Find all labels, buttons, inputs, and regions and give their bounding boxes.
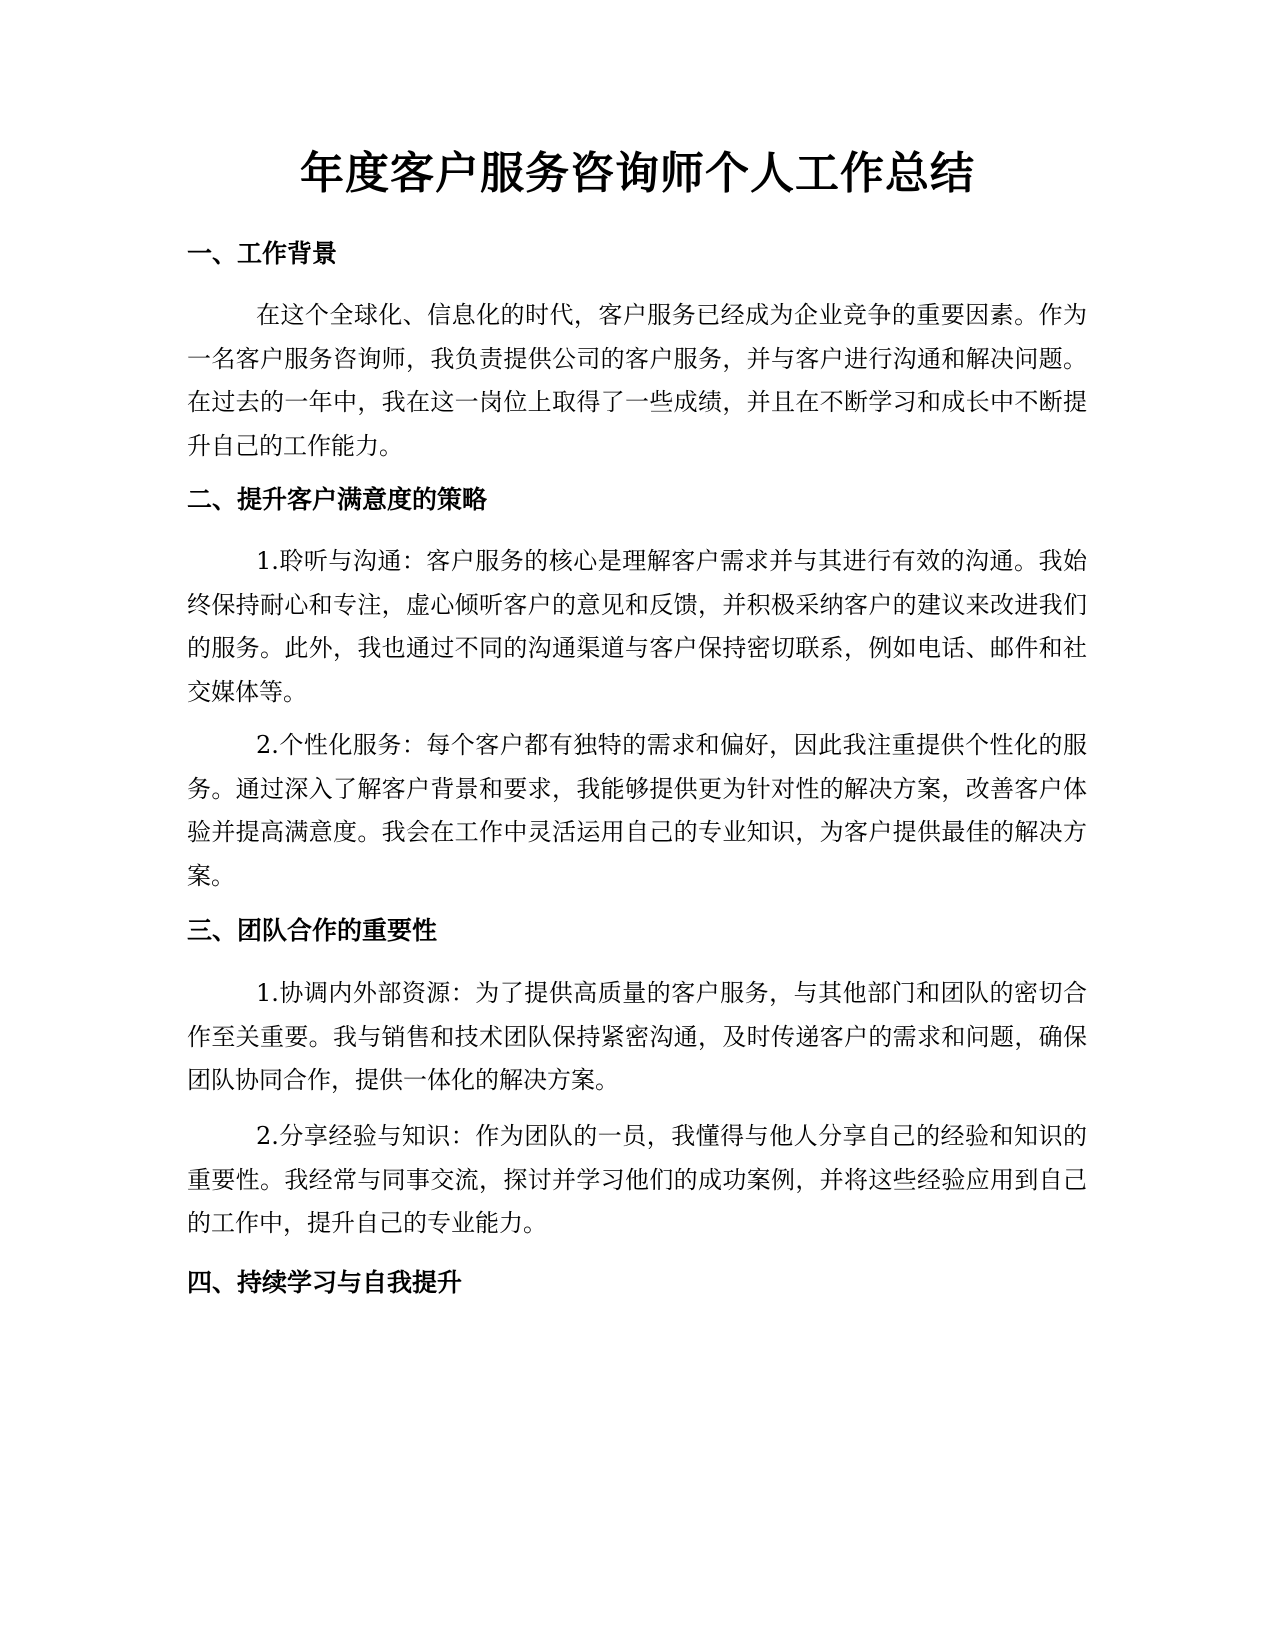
paragraph-coordinate-resources: 1.协调内外部资源：为了提供高质量的客户服务，与其他部门和团队的密切合作至关重要。我与销售和技术团队保持紧密沟通，及时传递客户的需求和问题，确保团队协同合作，提供一体化的解决方案。 bbox=[187, 979, 1087, 1094]
section-heading-satisfaction-strategy: 二、提升客户满意度的策略 bbox=[187, 485, 488, 514]
section-heading-teamwork: 三、团队合作的重要性 bbox=[187, 916, 438, 945]
paragraph-personalized-service: 2.个性化服务：每个客户都有独特的需求和偏好，因此我注重提供个性化的服务。通过深入了解客户背景和要求，我能够提供更为针对性的解决方案，改善客户体验并提高满意度。我会在工作中灵活运用自己的专业知识，为客户提供最佳的解决方案。 bbox=[187, 731, 1087, 890]
section-heading-continuous-learning: 四、持续学习与自我提升 bbox=[187, 1268, 463, 1297]
page-title: 年度客户服务咨询师个人工作总结 bbox=[300, 148, 975, 199]
paragraph-share-experience: 2.分享经验与知识：作为团队的一员，我懂得与他人分享自己的经验和知识的重要性。我经常与同事交流，探讨并学习他们的成功案例，并将这些经验应用到自己的工作中，提升自己的专业能力。 bbox=[187, 1122, 1087, 1237]
paragraph-background: 在这个全球化、信息化的时代，客户服务已经成为企业竞争的重要因素。作为一名客户服务咨询师，我负责提供公司的客户服务，并与客户进行沟通和解决问题。在过去的一年中，我在这一岗位上取得了一些成绩，并且在不断学习和成长中不断提升自己的工作能力。 bbox=[187, 301, 1087, 460]
paragraph-listening-communication: 1.聆听与沟通：客户服务的核心是理解客户需求并与其进行有效的沟通。我始终保持耐心和专注，虚心倾听客户的意见和反馈，并积极采纳客户的建议来改进我们的服务。此外，我也通过不同的沟通渠道与客户保持密切联系，例如电话、邮件和社交媒体等。 bbox=[187, 547, 1087, 706]
section-heading-background: 一、工作背景 bbox=[187, 239, 338, 268]
